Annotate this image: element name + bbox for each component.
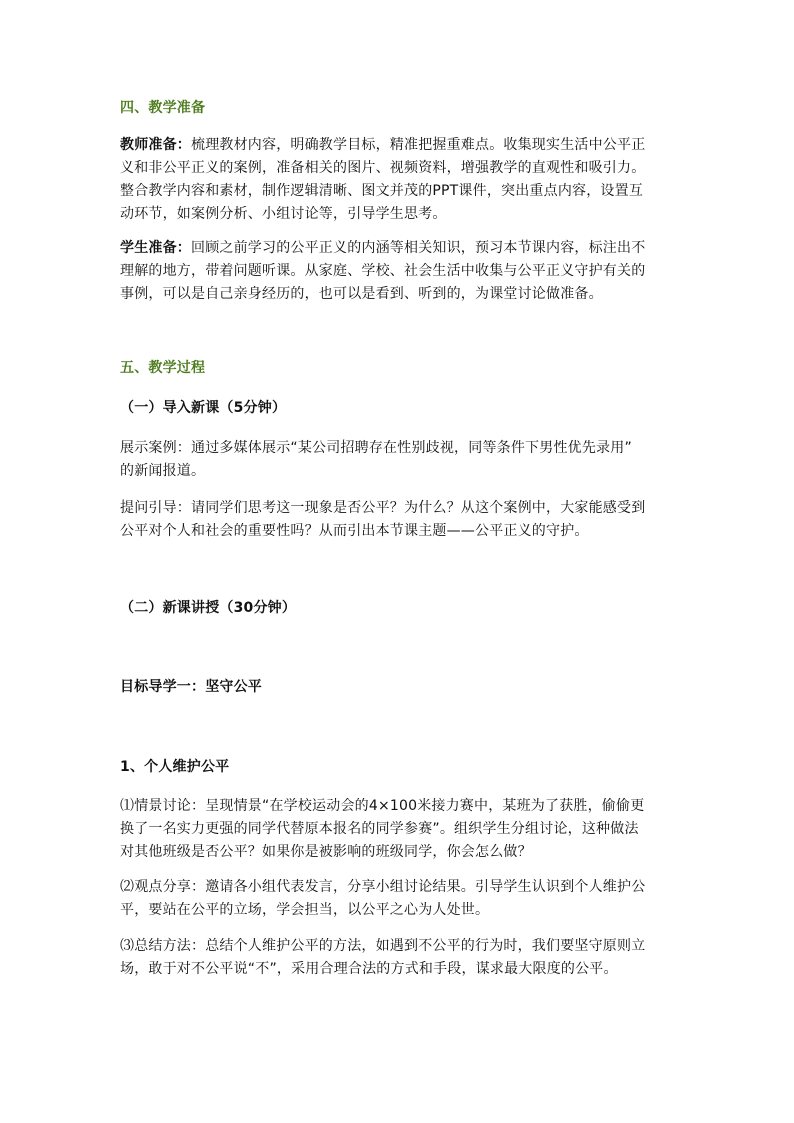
- teacher-preparation-line-3: 整合教学内容和素材，制作逻辑清晰、图文并茂的PPT课件，突出重点内容，设置互: [120, 183, 644, 199]
- student-preparation-lead: 学生准备：: [120, 240, 191, 256]
- teacher-preparation-text: 梳理教材内容，明确教学目标，精准把握重难点。收集现实生活中公平正: [191, 137, 646, 153]
- teacher-preparation-line-1: [120, 134, 680, 157]
- teacher-preparation-paragraph: [120, 134, 680, 226]
- part-2-title: （二）新课讲授（30分钟）: [120, 600, 297, 616]
- teacher-preparation-lead: 教师准备：: [120, 137, 191, 153]
- method-summary-line-2: 场，敢于对不公平说“不”，采用合理合法的方式和手段，谋求最大限度的公平。: [120, 961, 618, 977]
- section-4-title: 四、教学准备: [120, 100, 206, 116]
- method-summary-line-1: ⑶总结方法：总结个人维护公平的方法，如遇到不公平的行为时，我们要坚守原则立: [120, 938, 646, 954]
- list-item-situation-discussion: [120, 795, 680, 864]
- case-display-line-1: 展示案例：通过多媒体展示“某公司招聘存在性别歧视，同等条件下男性优先录用”: [120, 440, 632, 456]
- student-preparation-paragraph: [120, 237, 680, 306]
- list-item-viewpoint-sharing: [120, 876, 680, 922]
- student-preparation-line-1: [120, 237, 680, 260]
- teacher-preparation-line-2: 义和非公平正义的案例，准备相关的图片、视频资料，增强教学的直观性和吸引力。: [120, 160, 646, 176]
- section-5-title: 五、教学过程: [120, 360, 206, 376]
- case-display-line-2: 的新闻报道。: [120, 463, 206, 479]
- student-preparation-line-3: 事例，可以是自己亲身经历的，也可以是看到、听到的，为课堂讨论做准备。: [120, 286, 603, 302]
- viewpoint-sharing-line-1: ⑵观点分享：邀请各小组代表发言，分享小组讨论结果。引导学生认识到个人维护公: [120, 879, 646, 895]
- list-item-method-summary: [120, 935, 680, 981]
- goal-1-title: 目标导学一：坚守公平: [120, 679, 262, 695]
- situation-discussion-line-1: ⑴情景讨论：呈现情景“在学校运动会的4×100米接力赛中，某班为了获胜，偷偷更: [120, 798, 645, 814]
- student-preparation-line-2: 理解的地方，带着问题听课。从家庭、学校、社会生活中收集与公平正义守护有关的: [120, 263, 646, 279]
- viewpoint-sharing-line-2: 平，要站在公平的立场，学会担当，以公平之心为人处世。: [120, 902, 490, 918]
- teacher-preparation-line-4: 动环节，如案例分析、小组讨论等，引导学生思考。: [120, 206, 447, 222]
- subsection-1-title: 1、个人维护公平: [120, 759, 230, 775]
- situation-discussion-line-2: 换了一名实力更强的同学代替原本报名的同学参赛”。组织学生分组讨论，这种做法: [120, 821, 639, 837]
- situation-discussion-line-3: 对其他班级是否公平？如果你是被影响的班级同学，你会怎么做？: [120, 844, 532, 860]
- student-preparation-text: 回顾之前学习的公平正义的内涵等相关知识，预习本节课内容，标注出不: [191, 240, 646, 256]
- question-guide-line-1: 提问引导：请同学们思考这一现象是否公平？为什么？从这个案例中，大家能感受到: [120, 500, 646, 516]
- part-1-title: （一）导入新课（5分钟）: [120, 400, 287, 416]
- case-display-paragraph: [120, 437, 680, 483]
- question-guide-line-2: 公平对个人和社会的重要性吗？从而引出本节课主题——公平正义的守护。: [120, 523, 589, 539]
- question-guide-paragraph: [120, 497, 680, 543]
